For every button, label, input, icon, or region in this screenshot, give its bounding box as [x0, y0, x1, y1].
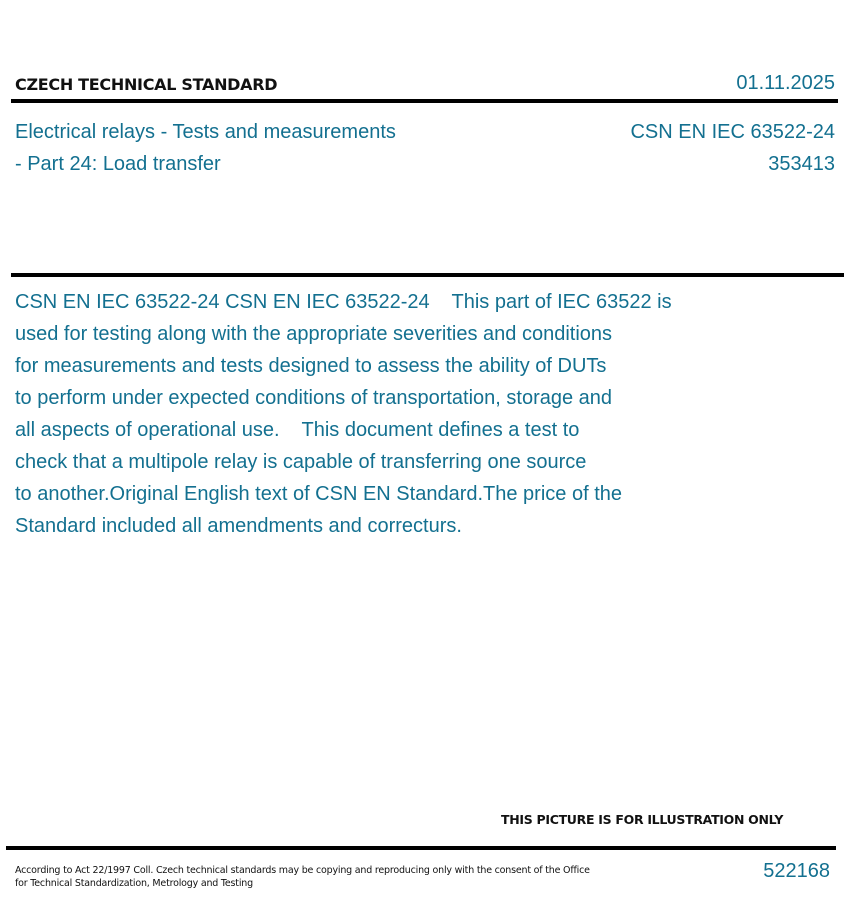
- abstract-line: all aspects of operational use. This document defines a test to: [15, 419, 580, 441]
- title-divider: [11, 273, 844, 277]
- standard-title-line: Electrical relays - Tests and measurements: [15, 121, 396, 143]
- standard-codes: [630, 116, 835, 180]
- standard-title: [15, 116, 396, 180]
- document-id: 522168: [763, 860, 830, 882]
- abstract-text: [15, 286, 735, 542]
- legal-notice: [15, 864, 590, 890]
- abstract-line: to another.Original English text of CSN EN Standard.The price of the: [15, 483, 622, 505]
- abstract-line: CSN EN IEC 63522-24 CSN EN IEC 63522-24 This part of IEC 63522 is: [15, 291, 672, 313]
- standard-type-heading: CZECH TECHNICAL STANDARD: [15, 75, 278, 94]
- abstract-line: to perform under expected conditions of transportation, storage and: [15, 387, 613, 409]
- classification-number: 353413: [768, 153, 835, 175]
- standard-title-line: - Part 24: Load transfer: [15, 153, 221, 175]
- abstract-line: used for testing along with the appropriate severities and conditions: [15, 323, 613, 345]
- legal-notice-line: According to Act 22/1997 Coll. Czech technical standards may be copying and reproducing only with the consent of the Office: [15, 865, 590, 876]
- header-divider: [11, 99, 838, 103]
- footer-divider: [6, 846, 836, 850]
- abstract-line: for measurements and tests designed to assess the ability of DUTs: [15, 355, 607, 377]
- standard-code: CSN EN IEC 63522-24: [630, 121, 835, 143]
- abstract-line: check that a multipole relay is capable of transferring one source: [15, 451, 587, 473]
- illustration-note: THIS PICTURE IS FOR ILLUSTRATION ONLY: [501, 812, 784, 827]
- abstract-line: Standard included all amendments and correcturs.: [15, 515, 462, 537]
- publication-date: 01.11.2025: [736, 72, 835, 94]
- legal-notice-line: for Technical Standardization, Metrology and Testing: [15, 878, 253, 889]
